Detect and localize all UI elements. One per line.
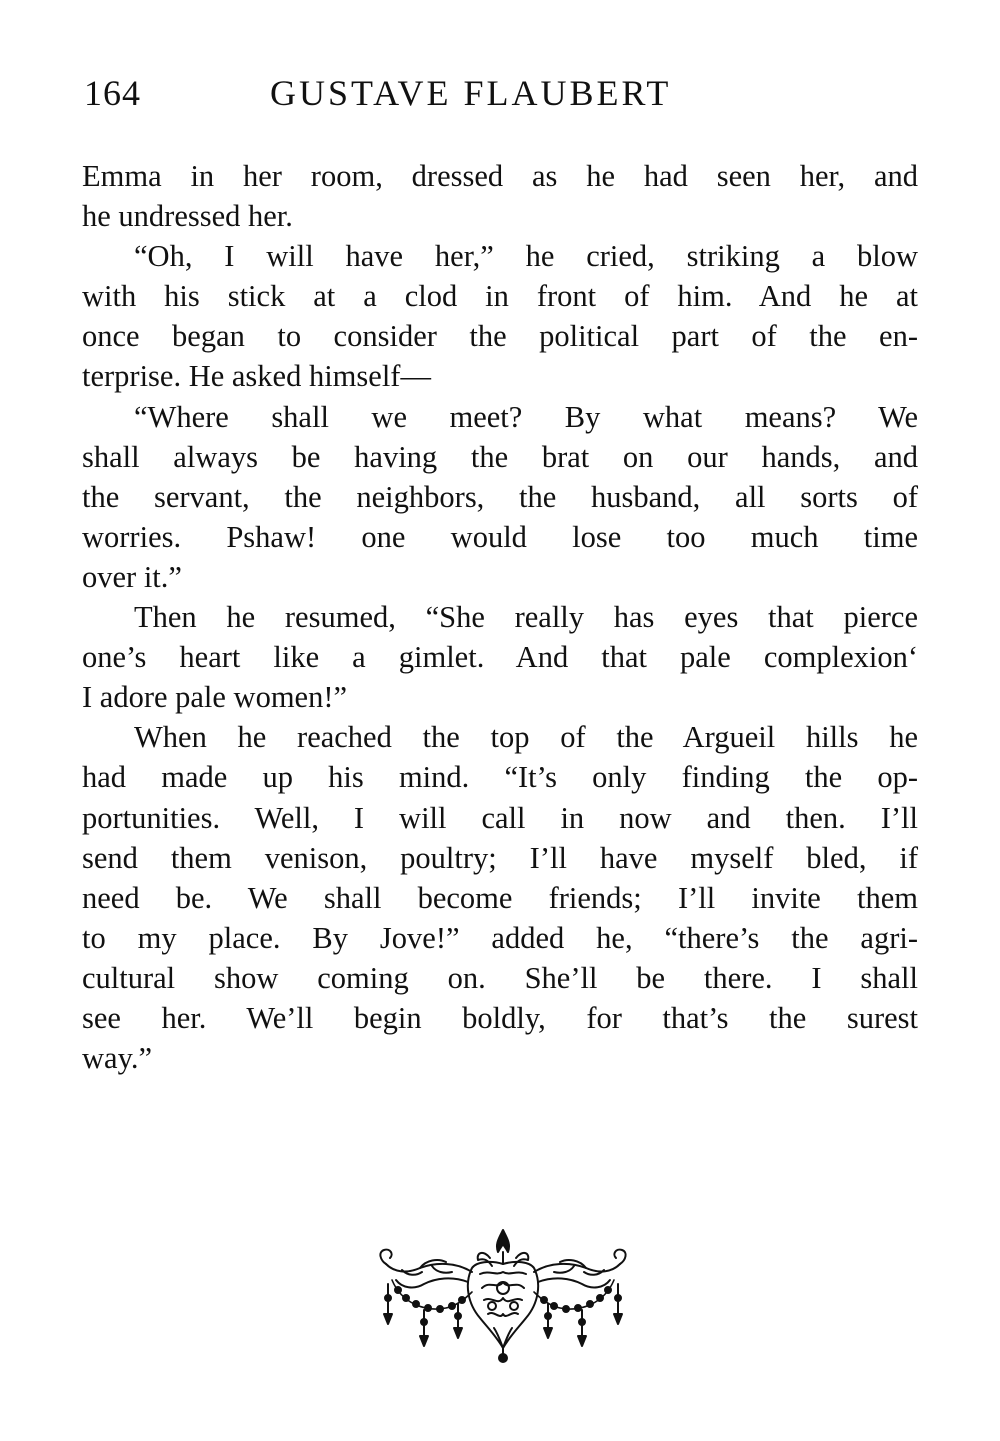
body-text — [82, 156, 918, 1078]
text-line: to my place. By Jove!” added he, “there’s the agri- — [82, 920, 918, 955]
text-line: the servant, the neighbors, the husband, all sorts of — [82, 479, 918, 514]
text-line: “Oh, I will have her,” he cried, striking a blow — [134, 239, 918, 274]
text-line: one’s heart like a gimlet. And that pale complexion‘ — [82, 640, 918, 675]
text-line: way.” — [82, 1041, 152, 1076]
text-line: portunities. Well, I will call in now and then. I’ll — [82, 800, 918, 835]
text-line: worries. Pshaw! one would lose too much time — [82, 519, 918, 554]
page-header — [84, 72, 924, 122]
text-line: send them venison, poultry; I’ll have myself bled, if — [82, 840, 918, 875]
floral-tailpiece-ornament-icon — [372, 1228, 634, 1364]
text-line: with his stick at a clod in front of him. And he at — [82, 279, 918, 314]
text-line: I adore pale women!” — [82, 680, 348, 715]
text-line: terprise. He asked himself— — [82, 359, 431, 394]
text-line: Then he resumed, “She really has eyes that pierce — [134, 600, 918, 635]
text-line: “Where shall we meet? By what means? We — [134, 399, 918, 434]
text-line: cultural show coming on. She’ll be there. I shall — [82, 960, 918, 995]
text-line: over it.” — [82, 559, 182, 594]
text-line: need be. We shall become friends; I’ll invite them — [82, 880, 918, 915]
text-line: had made up his mind. “It’s only finding the op- — [82, 760, 918, 795]
text-line: Emma in her room, dressed as he had seen her, and — [82, 159, 918, 193]
text-line: he undressed her. — [82, 199, 293, 234]
running-head: GUSTAVE FLAUBERT — [270, 73, 672, 113]
text-line: shall always be having the brat on our hands, and — [82, 439, 918, 474]
text-line: When he reached the top of the Argueil hills he — [134, 720, 918, 755]
text-line: once began to consider the political part of the en- — [82, 319, 918, 354]
page-number: 164 — [84, 73, 141, 113]
text-line: see her. We’ll begin boldly, for that’s the surest — [82, 1000, 918, 1035]
